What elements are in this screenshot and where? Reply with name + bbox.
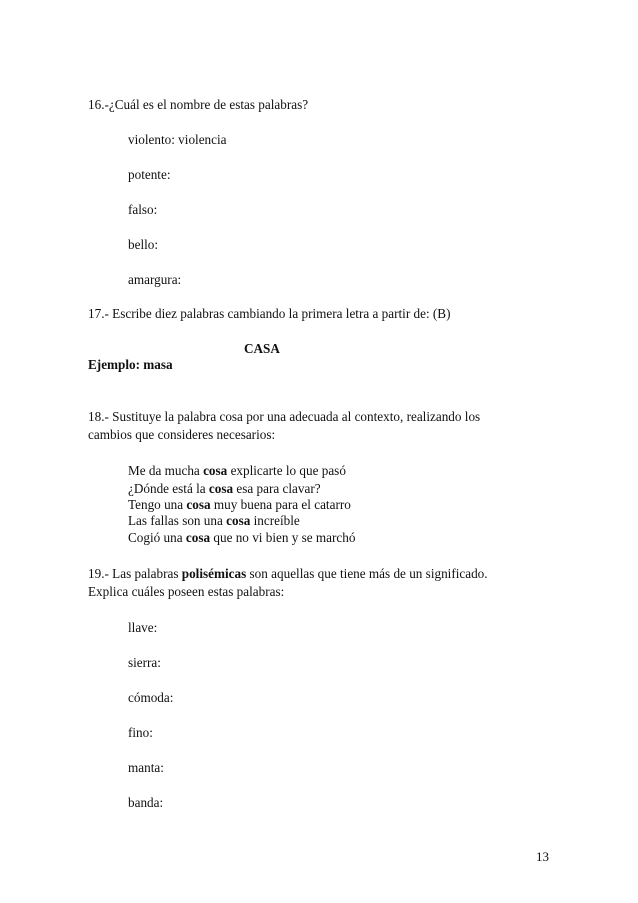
q19-item-sierra: sierra: [128, 655, 161, 670]
q19-line2: Explica cuáles poseen estas palabras: [88, 584, 285, 599]
sentence-text: Las fallas son una [128, 513, 227, 528]
sentence-text: Cogió una [128, 530, 186, 545]
q17-example: Ejemplo: masa [88, 357, 173, 372]
keyword-cosa: cosa [208, 481, 234, 496]
keyword-polisemicas: polisémicas [181, 566, 247, 581]
q16-item-violento: violento: violencia [128, 132, 227, 147]
q18-line2: cambios que consideres necesarios: [88, 427, 276, 442]
keyword-cosa: cosa [226, 513, 251, 528]
q18-sentence-3 [128, 497, 351, 513]
sentence-text: que no vi bien y se marchó [210, 530, 356, 545]
sentence-text: Tengo una [128, 497, 187, 512]
q18-sentence-5 [128, 530, 355, 546]
q17-word: CASA [244, 341, 280, 356]
q19-item-llave: llave: [128, 620, 158, 635]
sentence-text: explicarte lo que pasó [227, 463, 346, 478]
q17-title: 17.- Escribe diez palabras cambiando la primera letra a partir de: (B) [88, 306, 451, 321]
q19-line1 [88, 566, 488, 582]
q16-item-falso: falso: [128, 202, 158, 217]
sentence-text: increíble [250, 513, 300, 528]
keyword-cosa: cosa [186, 497, 211, 512]
sentence-text: Me da mucha [128, 463, 204, 478]
q16-item-potente: potente: [128, 167, 171, 182]
q16-item-amargura: amargura: [128, 272, 182, 287]
sentence-text: ¿Dónde está la [128, 481, 209, 496]
keyword-cosa: cosa [185, 530, 211, 545]
page-number: 13 [536, 849, 549, 864]
q19-item-comoda: cómoda: [128, 690, 174, 705]
q16-item-bello: bello: [128, 237, 159, 252]
q19-item-fino: fino: [128, 725, 153, 740]
q19-text: 19.- Las palabras [88, 566, 182, 581]
q19-text: son aquellas que tiene más de un significado. [246, 566, 488, 581]
sentence-text: esa para clavar? [233, 481, 321, 496]
keyword-cosa: cosa [203, 463, 228, 478]
q18-sentence-4 [128, 513, 300, 529]
q19-item-manta: manta: [128, 760, 164, 775]
q18-sentence-1 [128, 463, 346, 479]
q16-title: 16.-¿Cuál es el nombre de estas palabras? [88, 97, 309, 112]
q18-sentence-2 [128, 481, 321, 497]
q18-line1: 18.- Sustituye la palabra cosa por una adecuada al contexto, realizando los [88, 409, 481, 424]
sentence-text: muy buena para el catarro [210, 497, 351, 512]
q19-item-banda: banda: [128, 795, 164, 810]
